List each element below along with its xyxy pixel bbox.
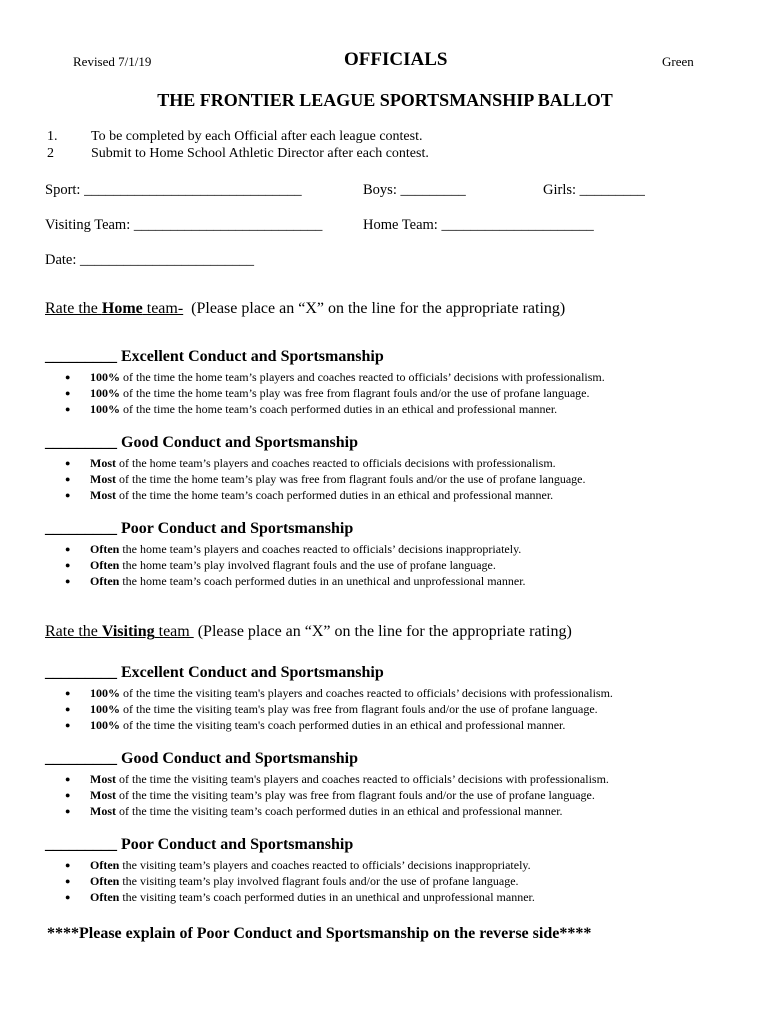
home-poor-criteria bbox=[65, 541, 526, 589]
list-item: ● Most of the time the home team’s play was free from flagrant fouls and/or the use of profane language. bbox=[65, 471, 586, 487]
home-good-rating-line[interactable]: _________ Good Conduct and Sportsmanship bbox=[45, 434, 358, 451]
list-item: ● 100% of the time the visiting team's play was free from flagrant fouls and/or the use of profane language. bbox=[65, 701, 613, 717]
date-field[interactable]: Date: ________________________ bbox=[45, 252, 255, 268]
home-rate-heading: Rate the Home team- (Please place an “X” on the line for the appropriate rating) bbox=[45, 300, 566, 317]
list-item: ● 100% of the time the visiting team's coach performed duties in an ethical and professional manner. bbox=[65, 717, 613, 733]
revised-date: Revised 7/1/19 bbox=[73, 54, 152, 69]
list-item: ● Often the home team’s coach performed duties in an unethical and unprofessional manner. bbox=[65, 573, 526, 589]
visiting-excellent-criteria bbox=[65, 685, 613, 733]
visiting-poor-criteria bbox=[65, 857, 535, 905]
instruction-number: 2 bbox=[47, 146, 54, 161]
visiting-team-word: Visiting bbox=[101, 623, 155, 640]
rate-prefix: Rate the Home team- bbox=[45, 300, 184, 317]
visiting-good-rating-line[interactable]: _________ Good Conduct and Sportsmanship bbox=[45, 750, 358, 767]
list-item: ● Most of the time the visiting team’s play was free from flagrant fouls and/or the use of profane language. bbox=[65, 787, 609, 803]
list-item: ● 100% of the time the home team’s coach performed duties in an ethical and professional manner. bbox=[65, 401, 605, 417]
home-good-criteria bbox=[65, 455, 586, 503]
list-item: ● Often the visiting team’s coach performed duties in an unethical and unprofessional manner. bbox=[65, 889, 535, 905]
home-excellent-criteria bbox=[65, 369, 605, 417]
home-poor-rating-line[interactable]: _________ Poor Conduct and Sportsmanship bbox=[45, 520, 354, 537]
list-item: ● Most of the time the home team’s coach performed duties in an ethical and professional manner. bbox=[65, 487, 586, 503]
home-team-word: Home bbox=[101, 300, 143, 317]
visiting-good-criteria bbox=[65, 771, 609, 819]
page-title: THE FRONTIER LEAGUE SPORTSMANSHIP BALLOT bbox=[157, 90, 613, 110]
officials-heading: OFFICIALS bbox=[344, 49, 448, 70]
girls-field[interactable]: Girls: _________ bbox=[543, 182, 645, 198]
list-item: ● Often the visiting team’s players and coaches reacted to officials’ decisions inappropriately. bbox=[65, 857, 535, 873]
form-color: Green bbox=[662, 54, 694, 69]
list-item: ● Most of the home team’s players and coaches reacted to officials decisions with professionalism. bbox=[65, 455, 586, 471]
visiting-team-field[interactable]: Visiting Team: __________________________ bbox=[45, 217, 323, 233]
instruction-1 bbox=[47, 129, 423, 145]
reverse-side-note: ****Please explain of Poor Conduct and Sportsmanship on the reverse side**** bbox=[47, 925, 592, 942]
instruction-number: 1. bbox=[47, 129, 58, 144]
list-item: ● 100% of the time the home team’s players and coaches reacted to officials’ decisions with professionalism. bbox=[65, 369, 605, 385]
home-team-field[interactable]: Home Team: _____________________ bbox=[363, 217, 594, 233]
list-item: ● 100% of the time the home team’s play was free from flagrant fouls and/or the use of profane language. bbox=[65, 385, 605, 401]
visiting-rate-heading: Rate the Visiting team (Please place an “X” on the line for the appropriate rating) bbox=[45, 623, 572, 640]
instruction-2 bbox=[47, 146, 429, 162]
sport-field[interactable]: Sport: ______________________________ bbox=[45, 182, 302, 198]
rate-prefix: Rate the Visiting team bbox=[45, 623, 194, 640]
visiting-poor-rating-line[interactable]: _________ Poor Conduct and Sportsmanship bbox=[45, 836, 354, 853]
home-excellent-rating-line[interactable]: _________ Excellent Conduct and Sportsmanship bbox=[45, 348, 384, 365]
visiting-excellent-rating-line[interactable]: _________ Excellent Conduct and Sportsmanship bbox=[45, 664, 384, 681]
list-item: ● Most of the time the visiting team's players and coaches reacted to officials’ decisions with professionalism. bbox=[65, 771, 609, 787]
list-item: ● 100% of the time the visiting team's players and coaches reacted to officials’ decisions with professionalism. bbox=[65, 685, 613, 701]
boys-field[interactable]: Boys: _________ bbox=[363, 182, 466, 198]
list-item: ● Often the home team’s play involved flagrant fouls and the use of profane language. bbox=[65, 557, 526, 573]
list-item: ● Often the home team’s players and coaches reacted to officials’ decisions inappropriately. bbox=[65, 541, 526, 557]
list-item: ● Most of the time the visiting team’s coach performed duties in an ethical and professional manner. bbox=[65, 803, 609, 819]
list-item: ● Often the visiting team’s play involved flagrant fouls and/or the use of profane language. bbox=[65, 873, 535, 889]
instruction-text: Submit to Home School Athletic Director after each contest. bbox=[91, 146, 429, 161]
instruction-text: To be completed by each Official after each league contest. bbox=[91, 129, 423, 144]
